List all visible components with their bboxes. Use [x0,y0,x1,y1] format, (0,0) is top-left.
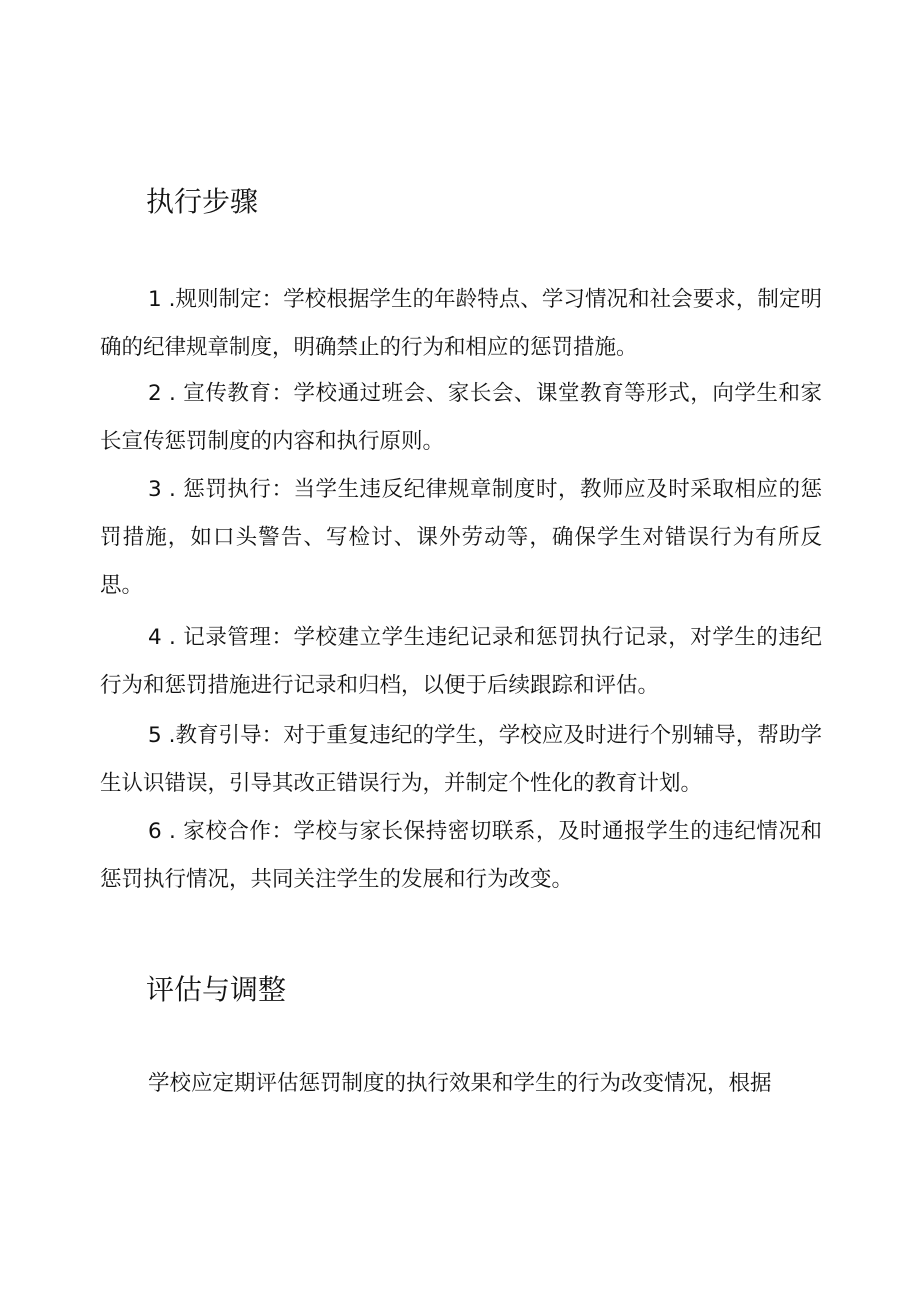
paragraph-step-3: 3 . 惩罚执行：当学生违反纪律规章制度时，教师应及时采取相应的惩罚措施，如口头警告、写检讨、课外劳动等，确保学生对错误行为有所反思。 [100,477,822,598]
paragraph-step-2: 2 . 宣传教育：学校通过班会、家长会、课堂教育等形式，向学生和家长宣传惩罚制度的内容和执行原则。 [100,381,822,454]
paragraph-step-5: 5 .教育引导：对于重复违纪的学生，学校应及时进行个别辅导，帮助学生认识错误，引导其改正错误行为，并制定个性化的教育计划。 [100,723,822,796]
paragraph-step-4: 4 . 记录管理：学校建立学生违纪记录和惩罚执行记录，对学生的违纪行为和惩罚措施进行记录和归档，以便于后续跟踪和评估。 [100,625,822,698]
paragraph-evaluation: 学校应定期评估惩罚制度的执行效果和学生的行为改变情况，根据 [148,1071,772,1096]
paragraph-step-6: 6 . 家校合作：学校与家长保持密切联系，及时通报学生的违纪情况和惩罚执行情况，共同关注学生的发展和行为改变。 [100,819,822,892]
section-heading-evaluation-adjustment: 评估与调整 [146,973,287,1006]
paragraph-step-1: 1 .规则制定：学校根据学生的年龄特点、学习情况和社会要求，制定明确的纪律规章制度，明确禁止的行为和相应的惩罚措施。 [100,287,822,360]
section-heading-execution-steps: 执行步骤 [146,185,259,218]
